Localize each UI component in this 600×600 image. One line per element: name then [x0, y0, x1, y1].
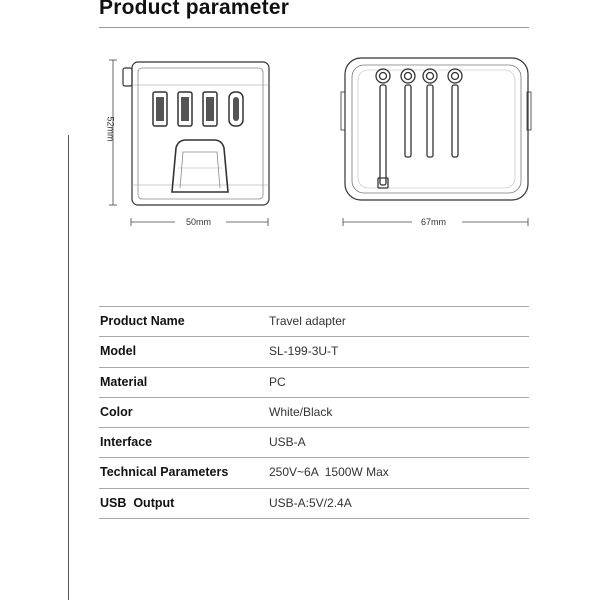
spec-label: USB Output — [100, 495, 175, 510]
spec-value: USB-A:5V/2.4A — [269, 495, 352, 510]
spec-label: Interface — [100, 435, 153, 450]
spec-value: SL-199-3U-T — [269, 344, 339, 359]
spec-value: White/Black — [269, 404, 333, 419]
spec-row — [99, 337, 529, 367]
spec-label: Color — [100, 404, 133, 419]
spec-label: Model — [100, 344, 137, 359]
page-title: Product parameter — [99, 0, 290, 19]
spec-label: Technical Parameters — [100, 465, 229, 480]
spec-table — [99, 306, 529, 519]
side-view-drawing — [341, 58, 531, 200]
spec-value: 250V~6A 1500W Max — [269, 465, 389, 480]
spec-value: USB-A — [269, 435, 306, 450]
spec-label: Product Name — [100, 314, 185, 328]
spec-label: Material — [100, 374, 148, 389]
front-view-drawing — [123, 62, 269, 205]
spec-row — [99, 398, 529, 428]
spec-row — [99, 428, 529, 458]
spec-row — [99, 368, 529, 398]
spec-row — [99, 489, 529, 519]
spec-row — [99, 306, 529, 337]
spec-value: Travel adapter — [269, 314, 346, 328]
dimension-height-label: 52mm — [105, 116, 116, 142]
spec-value: PC — [269, 374, 286, 389]
dimension-width-side-label: 67mm — [421, 217, 447, 227]
dimension-width-front-label: 50mm — [186, 217, 212, 227]
spec-row — [99, 458, 529, 488]
